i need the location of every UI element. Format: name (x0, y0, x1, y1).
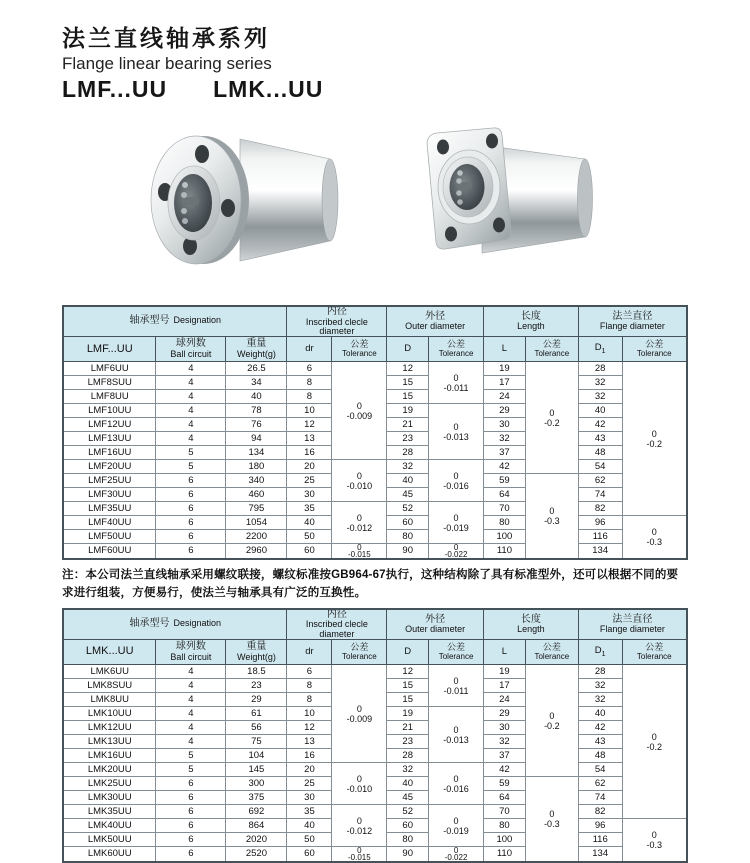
ball-circuit-cell: 4 (156, 721, 226, 735)
l-cell: 42 (484, 460, 526, 474)
d-cell: 52 (387, 502, 429, 516)
weight-cell: 2520 (226, 847, 287, 863)
dr-cell: 60 (287, 544, 332, 560)
header-d1: $D_1$ (578, 640, 622, 665)
model-cell: LMF25UU (63, 474, 156, 488)
model-cell: LMF20UU (63, 460, 156, 474)
model-cell: LMF12UU (63, 418, 156, 432)
d-cell: 15 (387, 679, 429, 693)
d1-cell: 54 (578, 763, 622, 777)
weight-cell: 145 (226, 763, 287, 777)
tolerance-value-cell: 0 -0.016 (429, 460, 484, 502)
l-cell: 30 (484, 721, 526, 735)
l-cell: 100 (484, 833, 526, 847)
l-cell: 24 (484, 390, 526, 404)
d-cell: 80 (387, 833, 429, 847)
l-cell: 110 (484, 847, 526, 863)
weight-cell: 134 (226, 446, 287, 460)
tolerance-value-cell: 0 -0.016 (429, 763, 484, 805)
dr-cell: 40 (287, 819, 332, 833)
header-inner-diameter: 内径 Inscribed clecle diameter (287, 306, 387, 337)
page-title-zh: 法兰直线轴承系列 (62, 25, 270, 51)
dr-cell: 35 (287, 502, 332, 516)
ball-circuit-cell: 6 (156, 791, 226, 805)
header-outer-diameter: 外径 Outer diameter (387, 306, 484, 337)
ball-circuit-cell: 6 (156, 502, 226, 516)
d1-cell: 48 (578, 446, 622, 460)
header-l: L (484, 640, 526, 665)
tolerance-value-cell: 0 -0.013 (429, 404, 484, 460)
spec-row (63, 805, 687, 819)
d-cell: 90 (387, 544, 429, 560)
ball-circuit-cell: 6 (156, 847, 226, 863)
dr-cell: 13 (287, 432, 332, 446)
header-l: L (484, 337, 526, 362)
weight-cell: 2960 (226, 544, 287, 560)
header-tolerance: 公差 Tolerance (332, 640, 387, 665)
dr-cell: 20 (287, 460, 332, 474)
dr-cell: 8 (287, 693, 332, 707)
l-cell: 110 (484, 544, 526, 560)
dr-cell: 8 (287, 376, 332, 390)
tolerance-value-cell: 0 -0.019 (429, 805, 484, 847)
ball-circuit-cell: 5 (156, 460, 226, 474)
weight-cell: 29 (226, 693, 287, 707)
header-d: D (387, 337, 429, 362)
header-weight: 重量 Weight(g) (226, 640, 287, 665)
l-cell: 19 (484, 362, 526, 376)
model-cell: LMF16UU (63, 446, 156, 460)
model-cell: LMK6UU (63, 665, 156, 679)
d1-cell: 32 (578, 679, 622, 693)
tolerance-value-cell: 0 -0.015 (332, 847, 387, 863)
header-tolerance: 公差 Tolerance (429, 337, 484, 362)
model-series-lmk: LMK...UU (213, 76, 324, 102)
l-cell: 100 (484, 530, 526, 544)
tolerance-value-cell: 0 -0.011 (429, 362, 484, 404)
model-cell: LMK8SUU (63, 679, 156, 693)
ball-circuit-cell: 6 (156, 544, 226, 560)
tolerance-value-cell: 0 -0.3 (525, 777, 578, 863)
d-cell: 60 (387, 516, 429, 530)
model-cell: LMF8SUU (63, 376, 156, 390)
model-cell: LMK35UU (63, 805, 156, 819)
d-cell: 21 (387, 418, 429, 432)
d1-cell: 134 (578, 544, 622, 560)
dr-cell: 40 (287, 516, 332, 530)
d-cell: 12 (387, 665, 429, 679)
weight-cell: 1054 (226, 516, 287, 530)
ball-circuit-cell: 6 (156, 516, 226, 530)
l-cell: 70 (484, 805, 526, 819)
d1-cell: 32 (578, 390, 622, 404)
d-cell: 60 (387, 819, 429, 833)
d1-cell: 32 (578, 693, 622, 707)
dr-cell: 35 (287, 805, 332, 819)
dr-cell: 6 (287, 362, 332, 376)
l-cell: 19 (484, 665, 526, 679)
d-cell: 15 (387, 390, 429, 404)
weight-cell: 300 (226, 777, 287, 791)
ball-circuit-cell: 4 (156, 432, 226, 446)
model-cell: LMK50UU (63, 833, 156, 847)
model-cell: LMF8UU (63, 390, 156, 404)
d-cell: 90 (387, 847, 429, 863)
product-images (140, 113, 688, 291)
d1-cell: 28 (578, 665, 622, 679)
d1-cell: 62 (578, 777, 622, 791)
weight-cell: 75 (226, 735, 287, 749)
d1-cell: 32 (578, 376, 622, 390)
tolerance-value-cell: 0 -0.022 (429, 544, 484, 560)
header-d1: $D_1$ (578, 337, 622, 362)
weight-cell: 340 (226, 474, 287, 488)
dr-cell: 30 (287, 791, 332, 805)
l-cell: 32 (484, 432, 526, 446)
tolerance-value-cell: 0 -0.2 (525, 362, 578, 474)
header-flange-diameter: 法兰直径 Flange diameter (578, 306, 687, 337)
d1-cell: 74 (578, 791, 622, 805)
header-designation: 轴承型号 Designation (63, 609, 287, 640)
ball-circuit-cell: 4 (156, 390, 226, 404)
page-models (62, 76, 688, 103)
d1-cell: 43 (578, 432, 622, 446)
ball-circuit-cell: 5 (156, 446, 226, 460)
d1-cell: 134 (578, 847, 622, 863)
weight-cell: 18.5 (226, 665, 287, 679)
header-tolerance: 公差 Tolerance (622, 337, 687, 362)
dr-cell: 12 (287, 721, 332, 735)
ball-circuit-cell: 4 (156, 404, 226, 418)
dr-cell: 10 (287, 707, 332, 721)
tolerance-value-cell: 0 -0.012 (332, 805, 387, 847)
header-length: 长度 Length (484, 306, 579, 337)
d1-cell: 43 (578, 735, 622, 749)
weight-cell: 375 (226, 791, 287, 805)
d-cell: 45 (387, 488, 429, 502)
ball-circuit-cell: 6 (156, 474, 226, 488)
ball-circuit-cell: 4 (156, 362, 226, 376)
l-cell: 80 (484, 516, 526, 530)
weight-cell: 61 (226, 707, 287, 721)
tolerance-value-cell: 0 -0.019 (429, 502, 484, 544)
tolerance-value-cell: 0 -0.2 (525, 665, 578, 777)
spec-table (62, 608, 688, 863)
weight-cell: 2020 (226, 833, 287, 847)
ball-circuit-cell: 6 (156, 805, 226, 819)
series-label: LMK...UU (63, 640, 156, 665)
tolerance-value-cell: 0 -0.2 (622, 665, 687, 819)
dr-cell: 8 (287, 390, 332, 404)
tolerance-value-cell: 0 -0.009 (332, 362, 387, 460)
d1-cell: 82 (578, 502, 622, 516)
header-dr: dr (287, 337, 332, 362)
ball-circuit-cell: 4 (156, 665, 226, 679)
d-cell: 23 (387, 432, 429, 446)
spec-row (63, 847, 687, 863)
dr-cell: 6 (287, 665, 332, 679)
tolerance-value-cell: 0 -0.012 (332, 502, 387, 544)
weight-cell: 795 (226, 502, 287, 516)
lmf-spec-table (62, 305, 688, 560)
d1-cell: 42 (578, 418, 622, 432)
lmk-spec-table (62, 608, 688, 863)
l-cell: 17 (484, 376, 526, 390)
d1-cell: 54 (578, 460, 622, 474)
d-cell: 19 (387, 707, 429, 721)
ball-circuit-cell: 4 (156, 735, 226, 749)
dr-cell: 50 (287, 833, 332, 847)
header-weight: 重量 Weight(g) (226, 337, 287, 362)
weight-cell: 180 (226, 460, 287, 474)
model-cell: LMF13UU (63, 432, 156, 446)
d1-cell: 42 (578, 721, 622, 735)
model-cell: LMF60UU (63, 544, 156, 560)
l-cell: 64 (484, 791, 526, 805)
d1-cell: 40 (578, 404, 622, 418)
dr-cell: 8 (287, 679, 332, 693)
tolerance-value-cell: 0 -0.3 (622, 819, 687, 863)
model-cell: LMF50UU (63, 530, 156, 544)
tolerance-value-cell: 0 -0.010 (332, 763, 387, 805)
weight-cell: 104 (226, 749, 287, 763)
l-cell: 70 (484, 502, 526, 516)
dr-cell: 12 (287, 418, 332, 432)
header-tolerance: 公差 Tolerance (332, 337, 387, 362)
ball-circuit-cell: 5 (156, 749, 226, 763)
header-column-row (63, 337, 687, 362)
model-cell: LMK25UU (63, 777, 156, 791)
d1-cell: 116 (578, 530, 622, 544)
d-cell: 80 (387, 530, 429, 544)
header-column-row (63, 640, 687, 665)
ball-circuit-cell: 6 (156, 488, 226, 502)
model-cell: LMK12UU (63, 721, 156, 735)
spec-row (63, 502, 687, 516)
model-cell: LMF6UU (63, 362, 156, 376)
ball-circuit-cell: 5 (156, 763, 226, 777)
l-cell: 24 (484, 693, 526, 707)
d-cell: 15 (387, 693, 429, 707)
l-cell: 30 (484, 418, 526, 432)
model-cell: LMK13UU (63, 735, 156, 749)
d-cell: 40 (387, 474, 429, 488)
d1-cell: 62 (578, 474, 622, 488)
tolerance-value-cell: 0 -0.3 (622, 516, 687, 560)
d-cell: 45 (387, 791, 429, 805)
header-tolerance: 公差 Tolerance (525, 337, 578, 362)
tolerance-value-cell: 0 -0.015 (332, 544, 387, 560)
d1-cell: 48 (578, 749, 622, 763)
weight-cell: 460 (226, 488, 287, 502)
tolerance-value-cell: 0 -0.010 (332, 460, 387, 502)
d1-cell: 116 (578, 833, 622, 847)
series-label: LMF...UU (63, 337, 156, 362)
dr-cell: 16 (287, 749, 332, 763)
weight-cell: 40 (226, 390, 287, 404)
model-cell: LMF10UU (63, 404, 156, 418)
d-cell: 32 (387, 763, 429, 777)
l-cell: 59 (484, 777, 526, 791)
ball-circuit-cell: 4 (156, 693, 226, 707)
d-cell: 52 (387, 805, 429, 819)
spec-table (62, 305, 688, 560)
d1-cell: 40 (578, 707, 622, 721)
dr-cell: 16 (287, 446, 332, 460)
header-designation: 轴承型号 Designation (63, 306, 287, 337)
tolerance-value-cell: 0 -0.022 (429, 847, 484, 863)
l-cell: 80 (484, 819, 526, 833)
header-group-row (63, 306, 687, 337)
d-cell: 19 (387, 404, 429, 418)
model-series-lmf: LMF...UU (62, 76, 168, 102)
weight-cell: 26.5 (226, 362, 287, 376)
tolerance-value-cell: 0 -0.009 (332, 665, 387, 763)
ball-circuit-cell: 4 (156, 679, 226, 693)
d-cell: 32 (387, 460, 429, 474)
dr-cell: 50 (287, 530, 332, 544)
ball-circuit-cell: 6 (156, 530, 226, 544)
header-tolerance: 公差 Tolerance (525, 640, 578, 665)
weight-cell: 34 (226, 376, 287, 390)
header-flange-diameter: 法兰直径 Flange diameter (578, 609, 687, 640)
dr-cell: 10 (287, 404, 332, 418)
dr-cell: 30 (287, 488, 332, 502)
header-inner-diameter: 内径 Inscribed clecle diameter (287, 609, 387, 640)
weight-cell: 692 (226, 805, 287, 819)
ball-circuit-cell: 6 (156, 833, 226, 847)
d1-cell: 96 (578, 516, 622, 530)
header-dr: dr (287, 640, 332, 665)
l-cell: 37 (484, 446, 526, 460)
header-group-row (63, 609, 687, 640)
tolerance-value-cell: 0 -0.013 (429, 707, 484, 763)
header-outer-diameter: 外径 Outer diameter (387, 609, 484, 640)
tolerance-value-cell: 0 -0.3 (525, 474, 578, 560)
header-ball-circuit: 球列数 Ball circuit (156, 640, 226, 665)
model-cell: LMK16UU (63, 749, 156, 763)
ball-circuit-cell: 4 (156, 707, 226, 721)
weight-cell: 2200 (226, 530, 287, 544)
spec-row (63, 460, 687, 474)
dr-cell: 25 (287, 777, 332, 791)
model-cell: LMF30UU (63, 488, 156, 502)
model-cell: LMF35UU (63, 502, 156, 516)
l-cell: 42 (484, 763, 526, 777)
l-cell: 29 (484, 404, 526, 418)
weight-cell: 78 (226, 404, 287, 418)
model-cell: LMK60UU (63, 847, 156, 863)
ball-circuit-cell: 4 (156, 376, 226, 390)
weight-cell: 56 (226, 721, 287, 735)
weight-cell: 864 (226, 819, 287, 833)
spec-row (63, 763, 687, 777)
d1-cell: 82 (578, 805, 622, 819)
model-cell: LMK20UU (63, 763, 156, 777)
spec-row (63, 544, 687, 560)
dr-cell: 20 (287, 763, 332, 777)
header-length: 长度 Length (484, 609, 579, 640)
tolerance-value-cell: 0 -0.011 (429, 665, 484, 707)
weight-cell: 94 (226, 432, 287, 446)
l-cell: 32 (484, 735, 526, 749)
l-cell: 29 (484, 707, 526, 721)
d1-cell: 74 (578, 488, 622, 502)
model-cell: LMK30UU (63, 791, 156, 805)
ball-circuit-cell: 4 (156, 418, 226, 432)
header-tolerance: 公差 Tolerance (429, 640, 484, 665)
d-cell: 21 (387, 721, 429, 735)
header-ball-circuit: 球列数 Ball circuit (156, 337, 226, 362)
header-d: D (387, 640, 429, 665)
l-cell: 59 (484, 474, 526, 488)
spec-row (63, 362, 687, 376)
model-cell: LMK8UU (63, 693, 156, 707)
lmf-round-flange-bearing-image (140, 117, 345, 283)
d-cell: 28 (387, 749, 429, 763)
header-tolerance: 公差 Tolerance (622, 640, 687, 665)
tolerance-value-cell: 0 -0.2 (622, 362, 687, 516)
d-cell: 12 (387, 362, 429, 376)
d1-cell: 28 (578, 362, 622, 376)
model-cell: LMF40UU (63, 516, 156, 530)
d-cell: 28 (387, 446, 429, 460)
model-cell: LMK10UU (63, 707, 156, 721)
dr-cell: 25 (287, 474, 332, 488)
dr-cell: 13 (287, 735, 332, 749)
l-cell: 64 (484, 488, 526, 502)
weight-cell: 76 (226, 418, 287, 432)
d-cell: 15 (387, 376, 429, 390)
ball-circuit-cell: 6 (156, 819, 226, 833)
model-cell: LMK40UU (63, 819, 156, 833)
d-cell: 40 (387, 777, 429, 791)
dr-cell: 60 (287, 847, 332, 863)
l-cell: 37 (484, 749, 526, 763)
page-title-en: Flange linear bearing series (62, 54, 272, 73)
d1-cell: 96 (578, 819, 622, 833)
lmk-square-flange-bearing-image (397, 125, 609, 271)
note-text: 注：本公司法兰直线轴承采用螺纹联接，螺纹标准按GB964-67执行，这种结构除了具有标准型外，还可以根据不同的要求进行组装，方便易行，使法兰与轴承具有广泛的互换性。 (62, 569, 679, 599)
l-cell: 17 (484, 679, 526, 693)
ball-circuit-cell: 6 (156, 777, 226, 791)
weight-cell: 23 (226, 679, 287, 693)
d-cell: 23 (387, 735, 429, 749)
spec-row (63, 665, 687, 679)
